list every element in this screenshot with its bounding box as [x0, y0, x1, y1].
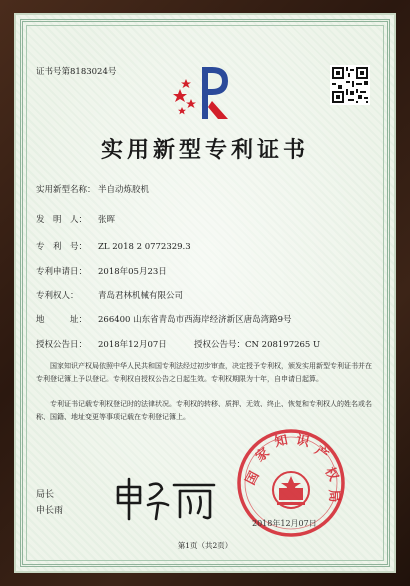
svg-text:知: 知 — [273, 432, 290, 451]
svg-text:识: 识 — [294, 432, 311, 451]
qr-code-icon — [330, 65, 370, 105]
field-grant-date: 授权公告日： 2018年12月07日 — [36, 340, 167, 350]
field-patent-number: 专 利 号： ZL 2018 2 0772329.3 — [36, 242, 191, 252]
svg-text:局: 局 — [325, 489, 342, 503]
director-name: 申长雨 — [36, 506, 64, 516]
field-address: 地 址： 266400 山东省青岛市西海岸经济新区唐岛湾路9号 — [36, 315, 292, 325]
seal-date: 2018年12月07日 — [252, 519, 317, 528]
svg-text:权: 权 — [321, 465, 341, 484]
svg-text:产: 产 — [311, 443, 331, 464]
field-application-date: 专利申请日： 2018年05月23日 — [36, 267, 167, 277]
page-indicator: 第1页（共2页） — [177, 541, 233, 550]
cnipa-logo-icon — [172, 61, 238, 123]
certificate-number: 证书号第8183024号 — [36, 67, 117, 77]
body-paragraph-2: 专利证书记载专利权登记时的法律状况。专利权的转移、质押、无效、终止、恢复和专利权人的姓名或名称、国籍、地址变更等事项记载在专利登记簿上。 — [36, 400, 372, 421]
svg-text:国: 国 — [243, 469, 263, 488]
certificate-paper — [14, 13, 396, 573]
field-grant-number: 授权公告号：CN 208197265 U — [194, 340, 321, 350]
field-patentee: 专利权人： 青岛君林机械有限公司 — [36, 291, 184, 301]
svg-text:家: 家 — [253, 445, 273, 466]
body-paragraph-1: 国家知识产权局依照中华人民共和国专利法经过初步审查，决定授予专利权，颁发实用新型专利证书并在专利登记簿上予以登记。专利权自授权公告之日起生效。专利权期限为十年，自申请日起算。 — [36, 362, 372, 383]
certificate-title: 实用新型专利证书 — [100, 137, 309, 163]
field-utility-model-name: 实用新型名称： 半自动炼胶机 — [36, 185, 150, 195]
director-title: 局长 — [36, 490, 55, 500]
field-inventor: 发 明 人： 张晖 — [36, 215, 116, 225]
director-signature — [110, 475, 220, 523]
